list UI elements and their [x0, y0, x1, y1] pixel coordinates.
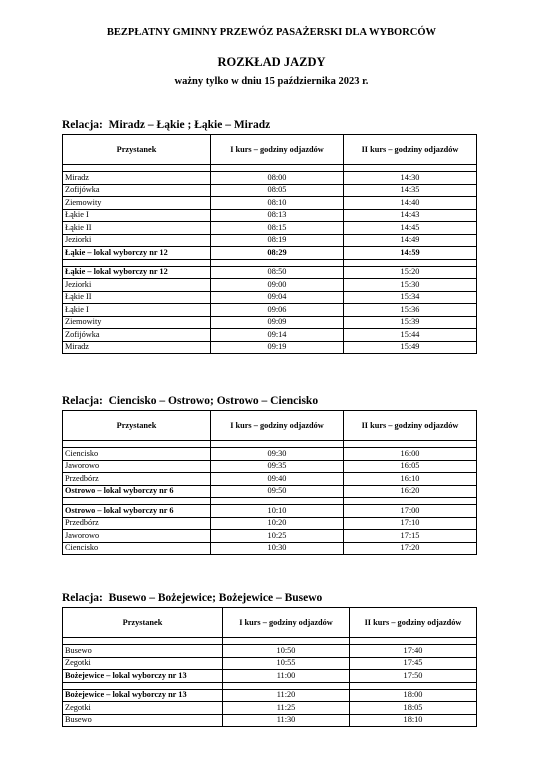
- table-row-polling-station: [63, 689, 477, 702]
- second-run-time: 14:30: [344, 172, 477, 185]
- second-run-time: 17:40: [350, 645, 477, 658]
- second-run-time: 15:20: [344, 266, 477, 279]
- stop-name: Ciencisko: [63, 542, 211, 555]
- second-run-time: 15:30: [344, 279, 477, 292]
- table-row: [63, 197, 477, 210]
- table-row: [63, 645, 477, 658]
- validity-note: ważny tylko w dniu 15 października 2023 r.: [174, 76, 369, 87]
- column-header-second-run: II kurs – godziny odjazdów: [344, 135, 477, 165]
- spacer-row: [63, 165, 477, 172]
- table-row: [63, 702, 477, 715]
- table-row: [63, 517, 477, 530]
- column-header-first-run: I kurs – godziny odjazdów: [223, 608, 350, 638]
- spacer-row: [63, 259, 477, 266]
- column-header-second-run: II kurs – godziny odjazdów: [350, 608, 477, 638]
- second-run-time: 15:49: [344, 341, 477, 354]
- second-run-time: 17:50: [350, 670, 477, 683]
- first-run-time: 09:40: [211, 473, 344, 486]
- second-run-time: 14:49: [344, 234, 477, 247]
- table-row: [63, 329, 477, 342]
- table-row: [63, 316, 477, 329]
- document-heading: BEZPŁATNY GMINNY PRZEWÓZ PASAŻERSKI DLA WYBORCÓW: [106, 27, 437, 38]
- stop-name: Miradz: [63, 341, 211, 354]
- second-run-time: 16:10: [344, 473, 477, 486]
- table-row: [63, 222, 477, 235]
- stop-name: Łąkie II: [63, 222, 211, 235]
- first-run-time: 09:09: [211, 316, 344, 329]
- second-run-time: 18:05: [350, 702, 477, 715]
- first-run-time: 08:13: [211, 209, 344, 222]
- column-header-second-run: II kurs – godziny odjazdów: [344, 411, 477, 441]
- spacer-row: [63, 682, 477, 689]
- stop-name: Jeziorki: [63, 234, 211, 247]
- table-row: [63, 542, 477, 555]
- column-header-stop: Przystanek: [63, 135, 211, 165]
- first-run-time: 08:00: [211, 172, 344, 185]
- first-run-time: 09:04: [211, 291, 344, 304]
- first-run-time: 09:50: [211, 485, 344, 498]
- stop-name: Busewo: [63, 714, 223, 727]
- stop-name: Ciencisko: [63, 448, 211, 461]
- table-row: [63, 172, 477, 185]
- stop-name: Zofijówka: [63, 184, 211, 197]
- second-run-time: 18:00: [350, 689, 477, 702]
- spacer-row: [63, 638, 477, 645]
- table-row-polling-station: [63, 485, 477, 498]
- table-row-polling-station: [63, 247, 477, 260]
- stop-name: Przedbórz: [63, 517, 211, 530]
- table-header-row: [63, 411, 477, 441]
- second-run-time: 15:34: [344, 291, 477, 304]
- second-run-time: 15:39: [344, 316, 477, 329]
- spacer-row: [63, 441, 477, 448]
- stop-name: Łąkie II: [63, 291, 211, 304]
- first-run-time: 08:15: [211, 222, 344, 235]
- first-run-time: 08:05: [211, 184, 344, 197]
- second-run-time: 17:45: [350, 657, 477, 670]
- second-run-time: 15:36: [344, 304, 477, 317]
- table-row: [63, 657, 477, 670]
- second-run-time: 17:00: [344, 505, 477, 518]
- stop-name: Ziemowity: [63, 197, 211, 210]
- stop-name: Zegotki: [63, 702, 223, 715]
- first-run-time: 09:14: [211, 329, 344, 342]
- table-row-polling-station: [63, 266, 477, 279]
- table-row: [63, 448, 477, 461]
- timetable-miradz: [62, 134, 477, 354]
- first-run-time: 10:55: [223, 657, 350, 670]
- stop-name: Jaworowo: [63, 530, 211, 543]
- table-row: [63, 234, 477, 247]
- first-run-time: 10:10: [211, 505, 344, 518]
- first-run-time: 10:20: [211, 517, 344, 530]
- stop-name: Łąkie – lokal wyborczy nr 12: [63, 247, 211, 260]
- table-row: [63, 209, 477, 222]
- first-run-time: 09:30: [211, 448, 344, 461]
- table-row: [63, 341, 477, 354]
- first-run-time: 08:29: [211, 247, 344, 260]
- second-run-time: 16:05: [344, 460, 477, 473]
- table-row: [63, 714, 477, 727]
- route-title-miradz: Relacja: Miradz – Łąkie ; Łąkie – Miradz: [62, 119, 271, 131]
- second-run-time: 14:40: [344, 197, 477, 210]
- timetable-busewo: [62, 607, 477, 727]
- first-run-time: 09:06: [211, 304, 344, 317]
- first-run-time: 11:30: [223, 714, 350, 727]
- route-title-ciencisko: Relacja: Ciencisko – Ostrowo; Ostrowo – Ciencisko: [62, 395, 319, 407]
- stop-name: Łąkie – lokal wyborczy nr 12: [63, 266, 211, 279]
- document-title: ROZKŁAD JAZDY: [217, 55, 326, 69]
- first-run-time: 11:25: [223, 702, 350, 715]
- second-run-time: 17:15: [344, 530, 477, 543]
- table-row: [63, 304, 477, 317]
- column-header-first-run: I kurs – godziny odjazdów: [211, 135, 344, 165]
- first-run-time: 08:50: [211, 266, 344, 279]
- table-row: [63, 530, 477, 543]
- stop-name: Ostrowo – lokal wyborczy nr 6: [63, 505, 211, 518]
- second-run-time: 14:43: [344, 209, 477, 222]
- first-run-time: 09:00: [211, 279, 344, 292]
- first-run-time: 11:00: [223, 670, 350, 683]
- second-run-time: 17:10: [344, 517, 477, 530]
- route-title-busewo: Relacja: Busewo – Bożejewice; Bożejewice – Busewo: [62, 592, 323, 604]
- table-row: [63, 184, 477, 197]
- first-run-time: 10:30: [211, 542, 344, 555]
- stop-name: Ostrowo – lokal wyborczy nr 6: [63, 485, 211, 498]
- table-row-polling-station: [63, 670, 477, 683]
- table-header-row: [63, 608, 477, 638]
- stop-name: Ziemowity: [63, 316, 211, 329]
- first-run-time: 08:19: [211, 234, 344, 247]
- second-run-time: 14:35: [344, 184, 477, 197]
- stop-name: Łąkie I: [63, 304, 211, 317]
- stop-name: Miradz: [63, 172, 211, 185]
- first-run-time: 08:10: [211, 197, 344, 210]
- first-run-time: 09:35: [211, 460, 344, 473]
- column-header-stop: Przystanek: [63, 608, 223, 638]
- second-run-time: 14:59: [344, 247, 477, 260]
- stop-name: Bożejewice – lokal wyborczy nr 13: [63, 670, 223, 683]
- first-run-time: 10:25: [211, 530, 344, 543]
- first-run-time: 09:19: [211, 341, 344, 354]
- stop-name: Łąkie I: [63, 209, 211, 222]
- table-row-polling-station: [63, 505, 477, 518]
- second-run-time: 16:20: [344, 485, 477, 498]
- second-run-time: 16:00: [344, 448, 477, 461]
- table-header-row: [63, 135, 477, 165]
- spacer-row: [63, 498, 477, 505]
- second-run-time: 17:20: [344, 542, 477, 555]
- second-run-time: 14:45: [344, 222, 477, 235]
- stop-name: Przedbórz: [63, 473, 211, 486]
- first-run-time: 11:20: [223, 689, 350, 702]
- first-run-time: 10:50: [223, 645, 350, 658]
- table-row: [63, 473, 477, 486]
- stop-name: Zegotki: [63, 657, 223, 670]
- stop-name: Jeziorki: [63, 279, 211, 292]
- table-row: [63, 279, 477, 292]
- stop-name: Busewo: [63, 645, 223, 658]
- timetable-ciencisko: [62, 410, 477, 555]
- second-run-time: 15:44: [344, 329, 477, 342]
- second-run-time: 18:10: [350, 714, 477, 727]
- table-row: [63, 460, 477, 473]
- table-row: [63, 291, 477, 304]
- stop-name: Zofijówka: [63, 329, 211, 342]
- stop-name: Bożejewice – lokal wyborczy nr 13: [63, 689, 223, 702]
- column-header-first-run: I kurs – godziny odjazdów: [211, 411, 344, 441]
- column-header-stop: Przystanek: [63, 411, 211, 441]
- stop-name: Jaworowo: [63, 460, 211, 473]
